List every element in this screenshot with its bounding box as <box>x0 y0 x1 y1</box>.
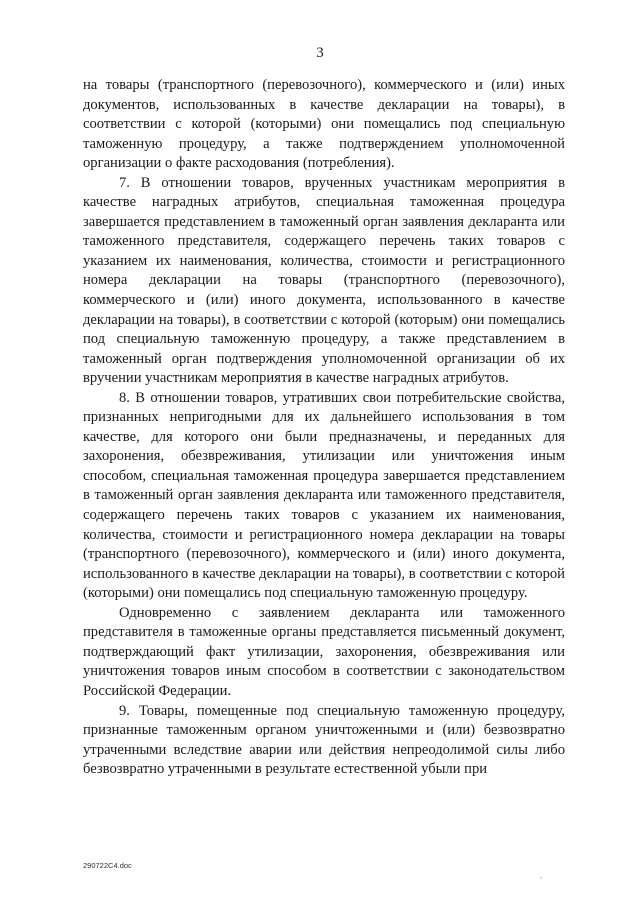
paragraph-item-9: 9. Товары, помещенные под специальную таможенную процедуру, признанные таможенным органом уничтоженными и (или) безвозвратно утраченными вследствие аварии или действия непреодолимой силы либо безвозвратно утраченными в результате естественной убыли при <box>83 702 565 778</box>
paragraph-item-8-addendum: Одновременно с заявлением декларанта или таможенного представителя в таможенные органы представляется письменный документ, подтверждающий факт утилизации, захоронения, обезвреживания или уничтожения товаров иным способом в соответствии с законодательством Российской Федерации. <box>83 604 565 699</box>
scan-speck <box>540 877 542 879</box>
paragraph-item-8: 8. В отношении товаров, утративших свои потребительские свойства, признанных непригодными для их дальнейшего использования в том качестве, для которого они были предназначены, и переданных для захоронения, обезвреживания, утилизации или уничтожения иным способом, специальная таможенная процедура завершается представлением в таможенный орган заявления декларанта или таможенного представителя, содержащего перечень таких товаров с указанием их наименования, количества, стоимости и регистрационного номера декларации на товары (транспортного (перевозочного), коммерческого и (или) иного документа, использованного в качестве декларации на товары), в соответствии с которой (которыми) они помещались под специальную таможенную процедуру. <box>83 389 565 602</box>
paragraph-continuation: на товары (транспортного (перевозочного), коммерческого и (или) иных документов, использованных в качестве декларации на товары), в соответствии с которой (которыми) они помещались под специальную таможенную процедуру, а также подтверждением уполномоченной организации о факте расходования (потребления). <box>83 77 565 172</box>
document-body <box>83 76 565 780</box>
page-number: 3 <box>316 45 324 61</box>
footer-filename: 290722С4.doc <box>83 861 132 870</box>
paragraph-item-7: 7. В отношении товаров, врученных участникам мероприятия в качестве наградных атрибутов, специальная таможенная процедура завершается представлением в таможенный орган заявления декларанта или таможенного представителя, содержащего перечень таких товаров с указанием их наименования, количества, стоимости и регистрационного номера декларации на товары (транспортного (перевозочного), коммерческого и (или) иного документа, использованного в качестве декларации на товары), в соответствии с которой (которым) они помещались под специальную таможенную процедуру, а также представлением в таможенный орган подтверждения уполномоченной организации об их вручении участникам мероприятия в качестве наградных атрибутов. <box>83 174 565 387</box>
